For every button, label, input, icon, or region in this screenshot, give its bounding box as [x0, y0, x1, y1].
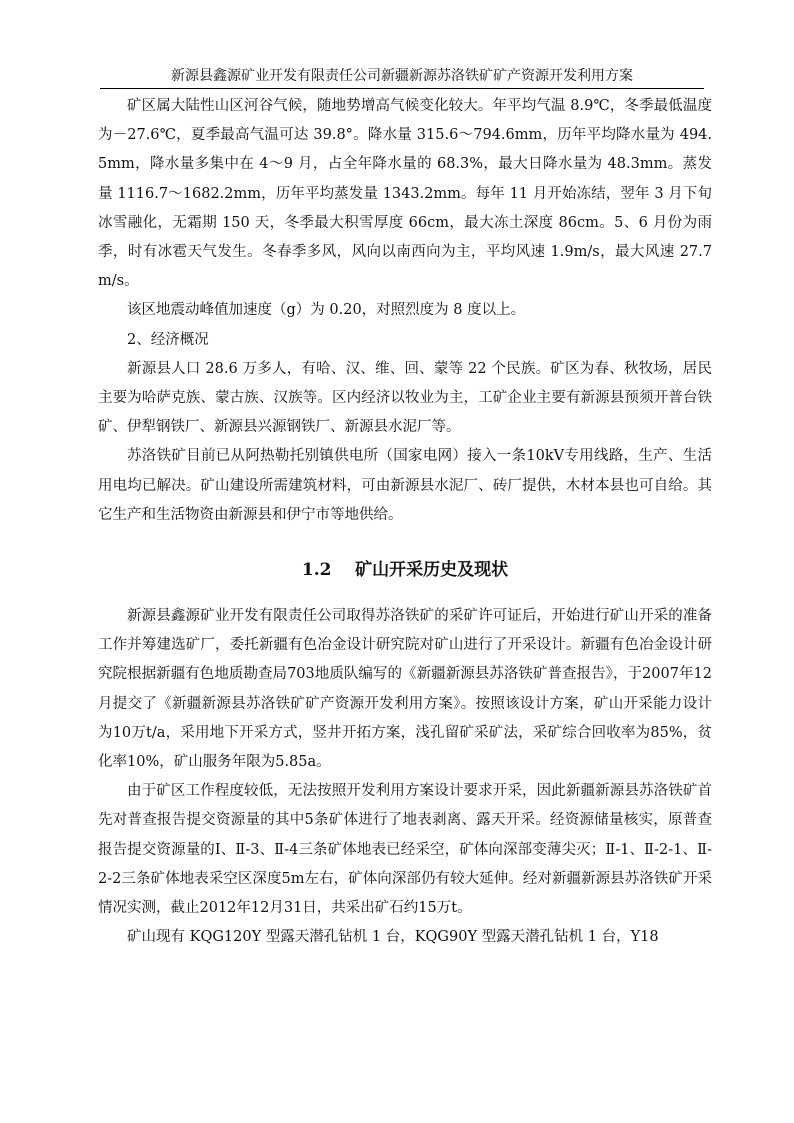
document-body — [98, 92, 712, 952]
paragraph-mining-history: 新源县鑫源矿业开发有限责任公司取得苏洛铁矿的采矿许可证后，开始进行矿山开采的准备工作并筹建选矿厂，委托新疆有色冶金设计研究院对矿山进行了开采设计。新疆有色冶金设计研究院根据新疆有色地质勘查局703地质队编写的《新疆新源县苏洛铁矿普查报告》，于2007年12月提交了《新疆新源县苏洛铁矿矿产资源开发利用方案》。按照该设计方案，矿山开采能力设计为10万t/a，采用地下开采方式，竖井开拓方案，浅孔留矿采矿法，采矿综合回收率为85%，贫化率10%，矿山服务年限为5.85a。 — [98, 608, 712, 771]
paragraph-population: 新源县人口 28.6 万多人，有哈、汉、维、回、蒙等 22 个民族。矿区为春、秋牧场，居民主要为哈萨克族、蒙古族、汉族等。区内经济以牧业为主，工矿企业主要有新源县预须开普台铁矿、伊犁钢铁厂、新源县兴源钢铁厂、新源县水泥厂等。 — [98, 360, 712, 436]
paragraph-power-supply: 苏洛铁矿目前已从阿热勒托别镇供电所（国家电网）接入一条10kV专用线路，生产、生活用电均已解决。矿山建设所需建筑材料，可由新源县水泥厂、砖厂提供，木材本县也可自给。其它生产和生活物资由新源县和伊宁市等地供给。 — [98, 448, 712, 523]
subheading-economy: 2、经济概况 — [127, 331, 209, 348]
section-number: 1.2 — [301, 560, 332, 581]
section-title: 矿山开采历史及现状 — [355, 560, 509, 581]
page-header: 新源县鑫源矿业开发有限责任公司新疆新源苏洛铁矿矿产资源开发利用方案 — [100, 66, 704, 89]
paragraph-equipment: 矿山现有 KQG120Y 型露天潜孔钻机 1 台，KQG90Y 型露天潜孔钻机 1 台，Y18 — [127, 929, 659, 946]
section-heading — [98, 556, 712, 584]
paragraph-climate: 矿区属大陆性山区河谷气候，随地势增高气候变化较大。年平均气温 8.9℃，冬季最低温度为－27.6℃，夏季最高气温可达 39.8°。降水量 315.6～794.6mm，历年平均降水量为 494.5mm，降水量多集中在 4～9 月，占全年降水量的 68.3%，最大日降水量为 48.3mm。蒸发量 1116.7～1682.2mm，历年平均蒸发量 1343.2mm。每年 11 月开始冻结，翌年 3 月下旬冰雪融化，无霜期 150 天，冬季最大积雪厚度 66cm，最大冻土深度 86cm。5、6 月份为雨季，时有冰雹天气发生。冬春季多风，风向以南西向为主，平均风速 1.9m/s，最大风速 27.7m/s。 — [98, 98, 712, 290]
paragraph-mining-status: 由于矿区工作程度较低，无法按照开发利用方案设计要求开采，因此新疆新源县苏洛铁矿首先对普查报告提交资源量的其中5条矿体进行了地表剥离、露天开采。经资源储量核实，原普查报告提交资源量的Ⅰ、Ⅱ-3、Ⅱ-4三条矿体地表已经采空，矿体向深部变薄尖灭；Ⅱ-1、Ⅱ-2-1、Ⅱ-2-2三条矿体地表采空区深度5m左右，矿体向深部仍有较大延伸。经对新疆新源县苏洛铁矿开采情况实测，截止2012年12月31日，共采出矿石约15万t。 — [98, 783, 712, 917]
paragraph-seismic: 该区地震动峰值加速度（g）为 0.20，对照烈度为 8 度以上。 — [127, 302, 526, 319]
